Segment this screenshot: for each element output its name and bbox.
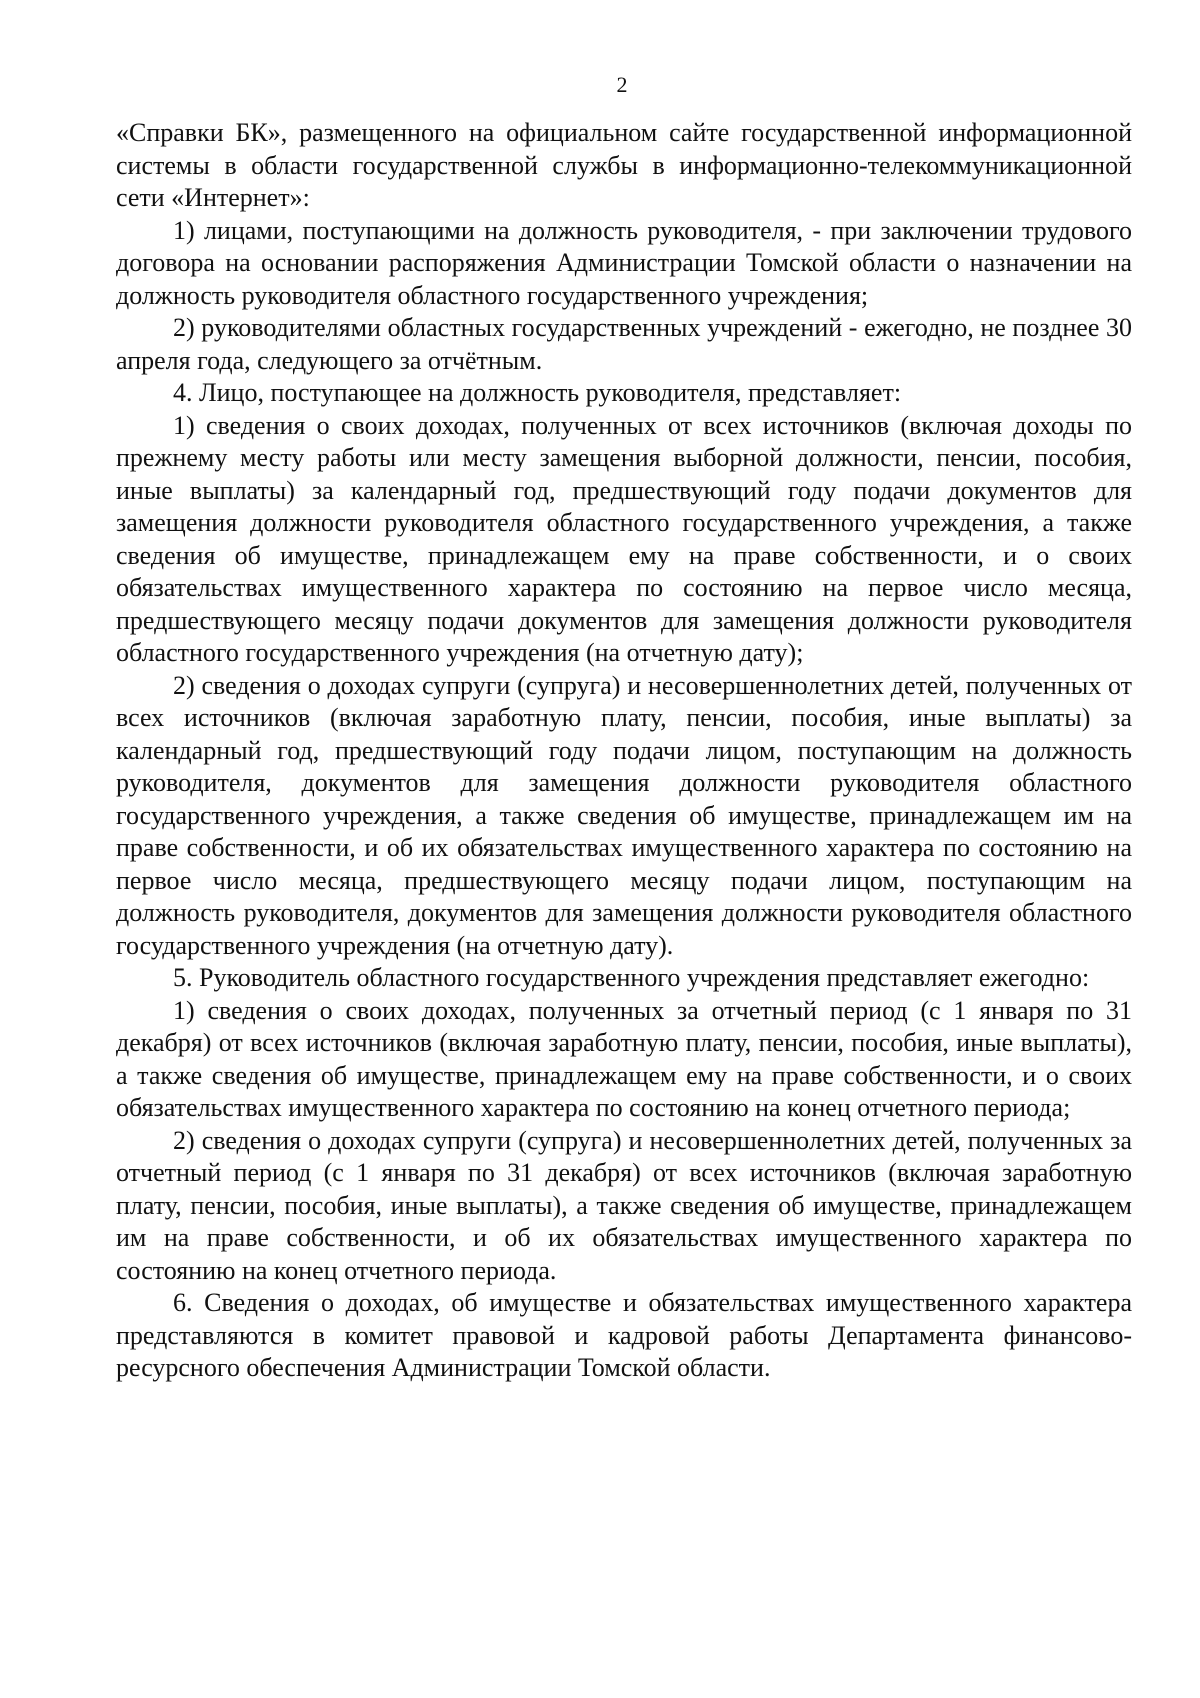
paragraph-clause-5-item-1: 1) сведения о своих доходах, полученных за отчетный период (с 1 января по 31 декабря) от всех источников (включая заработную плату, пенсии, пособия, иные выплаты), а также сведения об имуществе, принадлежащем ему на праве собственности, и о своих обязательствах имущественного характера по состоянию на конец отчетного периода; xyxy=(116,995,1132,1122)
paragraph-clause-4-item-1: 1) сведения о своих доходах, полученных от всех источников (включая доходы по прежнему месту работы или месту замещения выборной должности, пенсии, пособия, иные выплаты) за календарный год, предшествующий году подачи документов для замещения должности руководителя областного государственного учреждения, а также сведения об имуществе, принадлежащем ему на праве собственности, и о своих обязательствах имущественного характера по состоянию на первое число месяца, предшествующего месяцу подачи документов для замещения должности руководителя областного государственного учреждения (на отчетную дату); xyxy=(116,410,1132,667)
document-body xyxy=(116,117,1132,1385)
paragraph-item-1-heads: 1) лицами, поступающими на должность руководителя, - при заключении трудового договора на основании распоряжения Администрации Томской области о назначении на должность руководителя областного государственного учреждения; xyxy=(116,215,1132,310)
paragraph-clause-5: 5. Руководитель областного государственного учреждения представляет ежегодно: xyxy=(173,963,1090,992)
paragraph-clause-4: 4. Лицо, поступающее на должность руководителя, представляет: xyxy=(173,378,902,407)
paragraph-item-2-heads: 2) руководителями областных государственных учреждений - ежегодно, не позднее 30 апреля года, следующего за отчётным. xyxy=(116,313,1132,375)
paragraph-clause-4-item-2: 2) сведения о доходах супруги (супруга) и несовершеннолетних детей, полученных от всех источников (включая заработную плату, пенсии, пособия, иные выплаты) за календарный год, предшествующий году подачи лицом, поступающим на должность руководителя, документов для замещения должности руководителя областного государственного учреждения, а также сведения об имуществе, принадлежащем им на праве собственности, и об их обязательствах имущественного характера по состоянию на первое число месяца, предшествующего месяцу подачи лицом, поступающим на должность руководителя, документов для замещения должности руководителя областного государственного учреждения (на отчетную дату). xyxy=(116,670,1132,960)
page-number: 2 xyxy=(616,72,628,97)
paragraph-clause-5-item-2: 2) сведения о доходах супруги (супруга) и несовершеннолетних детей, полученных за отчетный период (с 1 января по 31 декабря) от всех источников (включая заработную плату, пенсии, пособия, иные выплаты), а также сведения об имуществе, принадлежащем им на праве собственности, и об их обязательствах имущественного характера по состоянию на конец отчетного периода. xyxy=(116,1125,1132,1285)
paragraph-clause-6: 6. Сведения о доходах, об имуществе и обязательствах имущественного характера представляются в комитет правовой и кадровой работы Департамента финансово-ресурсного обеспечения Администрации Томской области. xyxy=(116,1288,1132,1382)
paragraph-continuation: «Справки БК», размещенного на официальном сайте государственной информационной системы в области государственной службы в информационно-телекоммуникационной сети «Интернет»: xyxy=(116,118,1132,212)
